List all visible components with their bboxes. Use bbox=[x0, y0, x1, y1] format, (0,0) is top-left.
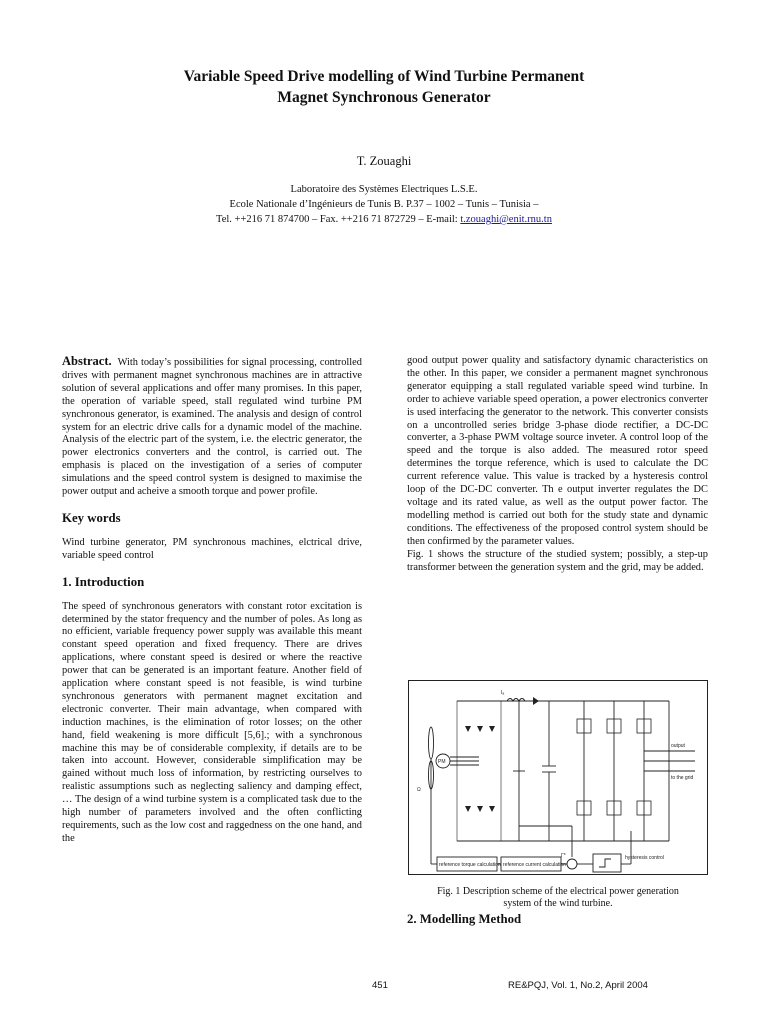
title-line-2: Magnet Synchronous Generator bbox=[277, 89, 491, 106]
figure-1 bbox=[408, 680, 708, 875]
section-2-heading: 2. Modelling Method bbox=[407, 912, 522, 926]
abstract-paragraph bbox=[62, 355, 362, 499]
ref-current-label: reference current calculation bbox=[503, 862, 567, 868]
speed-label: Ω bbox=[417, 787, 421, 793]
abstract-text: With today’s possibilities for signal processing, controlled drives with permanent magnet synchronous machines are in attractive solution of several applications and offer many promises. In this paper, the operation of variable speed, stall regulated wind turbine PM synchronous generator, is examined. The analysis and design of control system for an electric drive calls for a dynamic model of the machine. Analysis of the electric part of the system, i.e. the electric generator, the power electronics converters and the control, is carried out. The emphasis is placed on the investigation of a series of computer simulations and the speed control system is designed to maximise the power output and acheive a smooth torque and power profile. bbox=[62, 357, 362, 498]
affiliation-line-1: Laboratoire des Systèmes Electriques L.S.E. bbox=[290, 184, 478, 195]
paper-title bbox=[60, 66, 708, 108]
affiliation-line-2: Ecole Nationale d’Ingénieurs de Tunis B. P.37 – 1002 – Tunis – Tunisia – bbox=[229, 199, 539, 210]
summing-junction bbox=[567, 859, 577, 869]
to-grid-label: to the grid bbox=[671, 775, 694, 781]
output-label: output bbox=[671, 743, 685, 749]
introduction-text: The speed of synchronous generators with constant rotor excitation is determined by the stator frequency and the number of poles. As long as no efficient, variable frequency power supply was available this meant constant speed operation and fixed frequency. There are drives applications, where constant speed is desired or where the reactive power that can be generated is an important feature. Another field of application where constant speed is not feasible, is wind turbine synchronous generators with permanent magnet excitation and electronic converter. Their main advantage, when compared with induction machines, is the elimination of rotor losses; on the other hand, field weakening is more difficult [5,6].; with a synchronous machine this may be of considerable complexity, if details are to be taken into account. However, considerable simplification may be gained without much loss of information, by restricting ourselves to realistic assumptions such as neglecting saliency and damping effect, … The design of a wind turbine system is a complicated task due to the high number of parameters involved and the often conflicting requirements, such as the low cost and raggedness on the one hand, and the bbox=[62, 600, 362, 844]
abstract-heading: Abstract. bbox=[62, 354, 112, 368]
page-number: 451 bbox=[372, 980, 388, 991]
torque-ref-symbol: Γ* bbox=[561, 853, 566, 859]
ref-torque-label: reference torque calculation bbox=[439, 862, 501, 868]
rectifier-diodes bbox=[465, 697, 539, 812]
pm-label: PM bbox=[438, 759, 446, 765]
keywords-text: Wind turbine generator, PM synchronous machines, elctrical drive, variable speed control bbox=[62, 536, 362, 561]
rectifier-frame bbox=[457, 701, 501, 841]
introduction-continuation: good output power quality and satisfactory dynamic characteristics on the other. In this paper, we consider a permanent magnet synchronous generator equipping a stall regulated variable speed wind turbine. In order to achieve variable speed operation, a power electronics converter is used interfacing the generator to the network. This converter consists on a uncontrolled series bridge 3-phase diode rectifier, a DC-DC converter, a 3-phase PWM voltage source inveter. A control loop of the speed and the torque is also added. The measured rotor speed determines the torque reference, which is used to calculate the DC current reference value. This value is tracked by a hysteresis control loop of the DC-DC converter. Th e output inverter regulates the DC voltage and its rated value, as well as the output power factor. The modelling method is carried out both for the study state and dynamic conditions. The effectiveness of the proposed control system should be then confirmed by the parameter values. bbox=[407, 355, 708, 547]
author-name: T. Zouaghi bbox=[356, 154, 412, 168]
right-column bbox=[407, 355, 708, 574]
caption-line-2: system of the wind turbine. bbox=[503, 898, 613, 909]
hysteresis-block bbox=[593, 854, 621, 872]
circuit-diagram bbox=[409, 681, 707, 874]
keywords-heading: Key words bbox=[62, 510, 121, 525]
email-link[interactable]: t.zouaghi@enit.rnu.tn bbox=[460, 214, 552, 225]
journal-reference: RE&PQJ, Vol. 1, No.2, April 2004 bbox=[508, 980, 648, 991]
title-line-1: Variable Speed Drive modelling of Wind Turbine Permanent bbox=[183, 68, 585, 85]
hysteresis-symbol bbox=[599, 859, 611, 867]
turbine-blade-upper bbox=[429, 727, 434, 759]
contact-prefix: Tel. ++216 71 874700 – Fax. ++216 71 872729 – E-mail: bbox=[216, 214, 461, 225]
affiliation-line-3 bbox=[40, 212, 728, 227]
affiliation bbox=[40, 182, 728, 227]
series-diode bbox=[533, 697, 539, 705]
figure-caption bbox=[400, 886, 716, 910]
introduction-heading: 1. Introduction bbox=[62, 574, 145, 589]
current-label: Iₐ bbox=[501, 690, 505, 696]
left-column bbox=[62, 355, 362, 846]
figure-reference-text: Fig. 1 shows the structure of the studied system; possibly, a step-up transformer between the generation system and the grid, may be added. bbox=[407, 548, 708, 573]
caption-line-1: Fig. 1 Description scheme of the electrical power generation bbox=[437, 886, 679, 897]
hysteresis-label: hysteresis control bbox=[625, 855, 664, 861]
